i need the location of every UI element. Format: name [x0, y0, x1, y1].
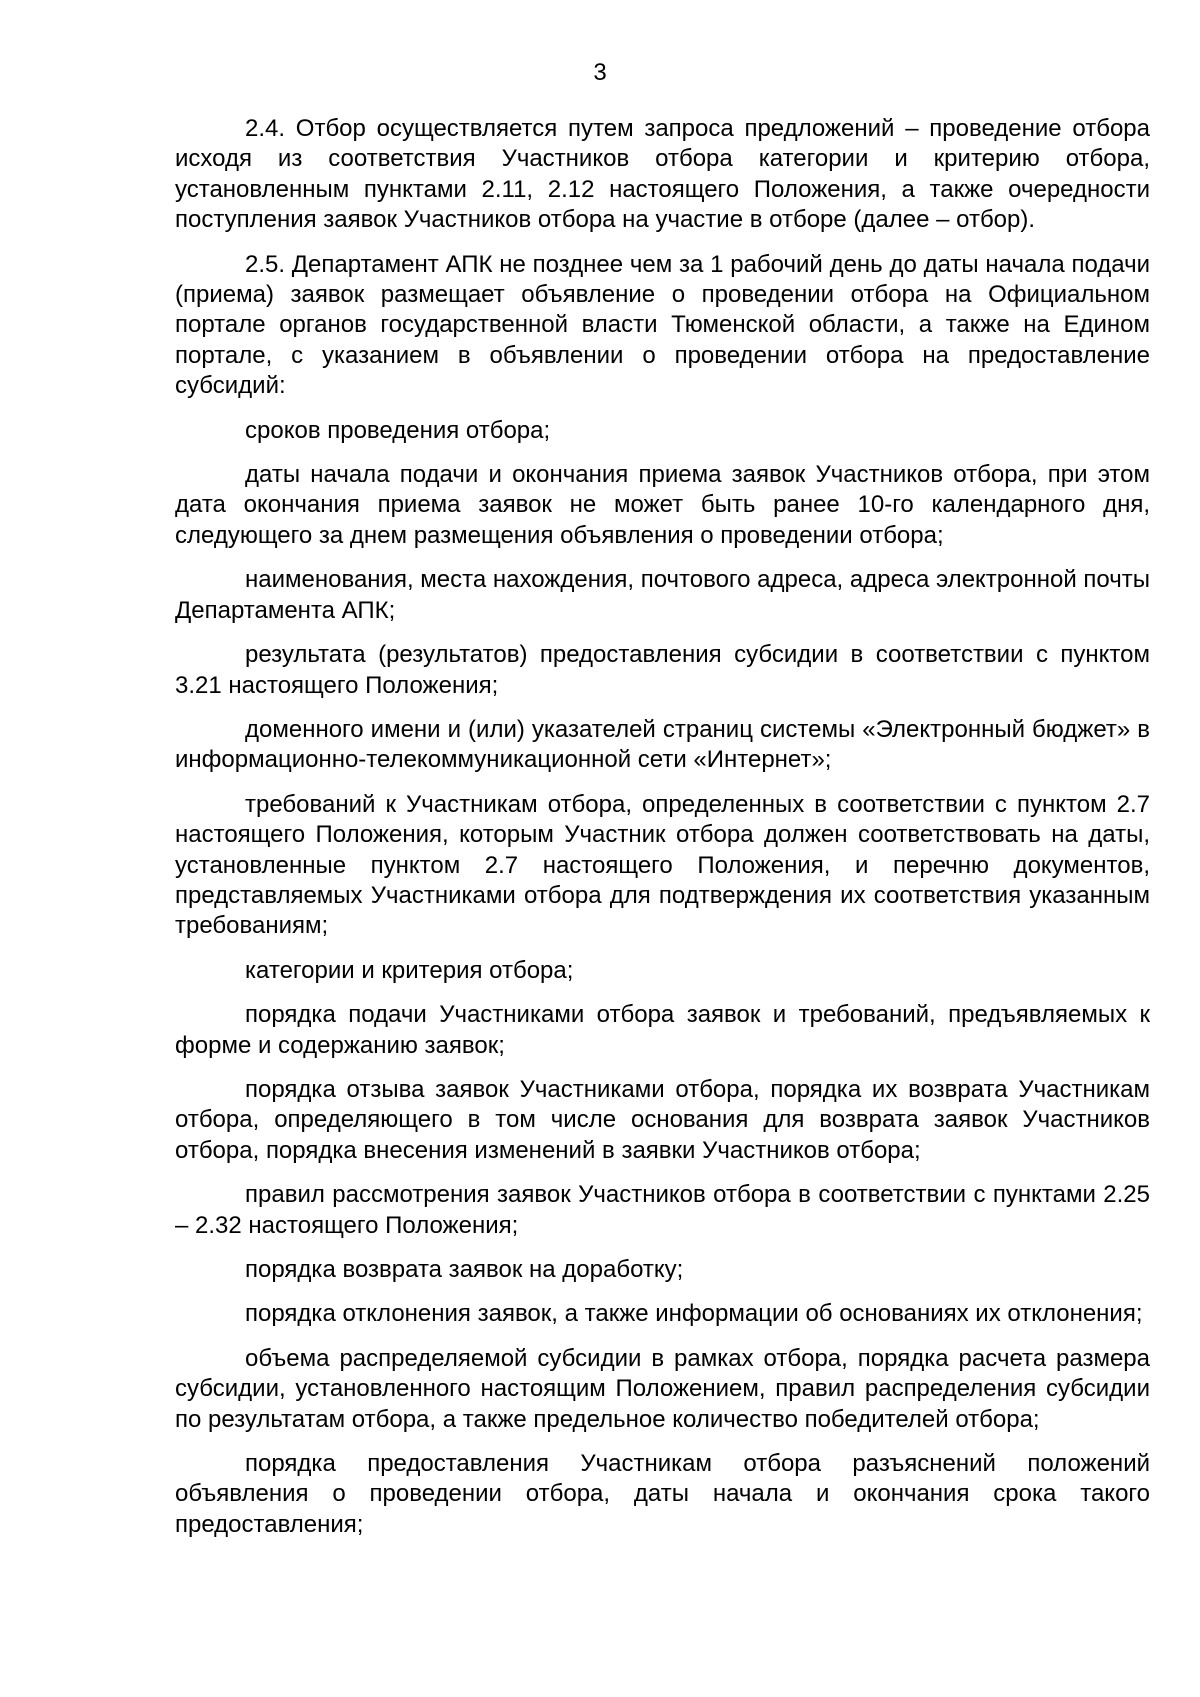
list-item-selection-criteria: категории и критерия отбора; — [245, 956, 574, 984]
list-item-domain-name: доменного имени и (или) указателей страниц системы «Электронный бюджет» в информационно-телекоммуникационной сети «Интернет»; — [175, 715, 1150, 774]
list-item-rejection-procedure: порядка отклонения заявок, а также информации об основаниях их отклонения; — [245, 1300, 1143, 1328]
list-item-submission-procedure: порядка подачи Участниками отбора заявок и требований, предъявляемых к форме и содержанию заявок; — [175, 1001, 1150, 1059]
list-item-review-rules: правил рассмотрения заявок Участников отбора в соответствии с пунктами 2.25 – 2.32 настоящего Положения; — [175, 1181, 1150, 1239]
document-body — [175, 114, 1150, 1554]
paragraph-2-4: 2.4. Отбор осуществляется путем запроса предложений – проведение отбора исходя из соответствия Участников отбора категории и критерию отбора, установленным пунктами 2.11, 2.12 настоящего Положения, а также очередности поступления заявок Участников отбора на участие в отборе (далее – отбор). — [175, 115, 1150, 234]
list-item-department-contacts: наименования, места нахождения, почтового адреса, адреса электронной почты Департамента АПК; — [175, 566, 1150, 624]
page-number: 3 — [593, 59, 607, 86]
list-item-subsidy-results: результата (результатов) предоставления субсидии в соответствии с пунктом 3.21 настоящего Положения; — [175, 641, 1150, 699]
list-item-clarifications: порядка предоставления Участникам отбора разъяснений положений объявления о проведении отбора, даты начала и окончания срока такого предоставления; — [175, 1450, 1150, 1538]
list-item-selection-terms: сроков проведения отбора; — [245, 416, 551, 444]
list-item-return-for-revision: порядка возврата заявок на доработку; — [245, 1256, 684, 1283]
paragraph-2-5: 2.5. Департамент АПК не позднее чем за 1 рабочий день до даты начала подачи (приема) заявок размещает объявление о проведении отбора на Официальном портале органов государственной власти Тюменской области, а также на Едином портале, с указанием в объявлении о проведении отбора на предоставление субсидий: — [175, 250, 1150, 400]
list-item-application-dates: даты начала подачи и окончания приема заявок Участников отбора, при этом дата окончания приема заявок не может быть ранее 10-го календарного дня, следующего за днем размещения объявления о проведении отбора; — [175, 461, 1150, 549]
list-item-participant-requirements: требований к Участникам отбора, определенных в соответствии с пунктом 2.7 настоящего Положения, которым Участник отбора должен соответствовать на даты, установленные пунктом 2.7 настоящего Положения, и перечню документов, представляемых Участниками отбора для подтверждения их соответствия указанным требованиям; — [175, 790, 1150, 940]
list-item-subsidy-volume: объема распределяемой субсидии в рамках отбора, порядка расчета размера субсидии, установленного настоящим Положением, правил распределения субсидии по результатам отбора, а также предельное количество победителей отбора; — [175, 1344, 1150, 1433]
list-item-withdrawal-procedure: порядка отзыва заявок Участниками отбора, порядка их возврата Участникам отбора, определяющего в том числе основания для возврата заявок Участников отбора, порядка внесения изменений в заявки Участников отбора; — [175, 1075, 1150, 1164]
